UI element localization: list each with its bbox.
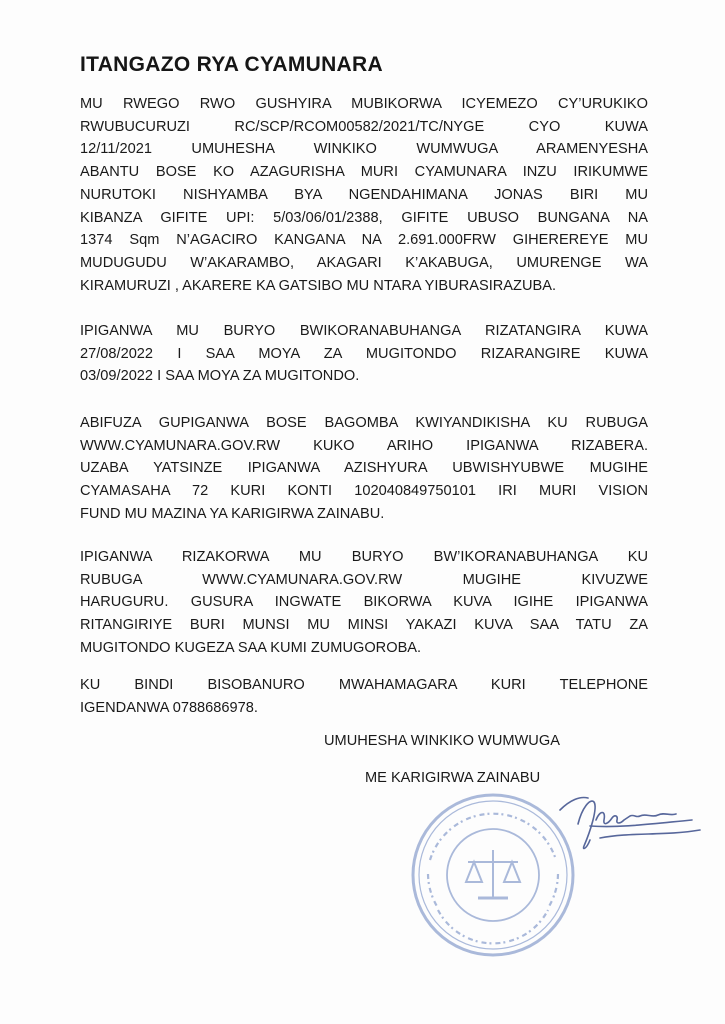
paragraph-line: 27/08/2022 I SAA MOYA ZA MUGITONDO RIZARANGIRE KUWA — [80, 345, 648, 362]
paragraph-line: ABANTU BOSE KO AZAGURISHA MURI CYAMUNARA INZU IRIKUMWE — [80, 164, 648, 181]
paragraph-line: HARUGURU. GUSURA INGWATE BIKORWA KUVA IGIHE IPIGANWA — [80, 594, 648, 611]
paragraph-line: RITANGIRIYE BURI MUNSI MU MINSI YAKAZI KUVA SAA TATU ZA — [80, 617, 648, 634]
paragraph-auction-notice — [80, 93, 648, 297]
paragraph-line: KU BINDI BISOBANURO MWAHAMAGARA KURI TELEPHONE — [80, 677, 648, 693]
paragraph-line: ABIFUZA GUPIGANWA BOSE BAGOMBA KWIYANDIKISHA KU RUBUGA — [80, 415, 648, 431]
paragraph-line: RUBUGA WWW.CYAMUNARA.GOV.RW MUGIHE KIVUZWE — [80, 571, 648, 588]
paragraph-contact — [80, 674, 648, 719]
paragraph-line: RWUBUCURUZI RC/SCP/RCOM00582/2021/TC/NYGE CYO KUWA — [80, 118, 648, 135]
paragraph-line: MUGITONDO KUGEZA SAA KUMI ZUMUGOROBA. — [80, 639, 422, 656]
paragraph-line: 1374 Sqm N’AGACIRO KANGANA NA 2.691.000FRW GIHEREREYE MU — [80, 232, 648, 249]
paragraph-registration — [80, 412, 648, 526]
paragraph-line: IPIGANWA RIZAKORWA MU BURYO BW’IKORANABUHANGA KU — [80, 549, 648, 565]
paragraph-line: UZABA YATSINZE IPIGANWA AZISHYURA UBWISHYUBWE MUGIHE — [80, 460, 648, 477]
paragraph-line: WWW.CYAMUNARA.GOV.RW KUKO ARIHO IPIGANWA RIZABERA. — [80, 437, 648, 454]
paragraph-line: FUND MU MAZINA YA KARIGIRWA ZAINABU. — [80, 505, 385, 522]
paragraph-line: CYAMASAHA 72 KURI KONTI 102040849750101 IRI MURI VISION — [80, 483, 648, 500]
paragraph-line: MU RWEGO RWO GUSHYIRA MUBIKORWA ICYEMEZO CY’URUKIKO — [80, 96, 648, 112]
paragraph-line: MUDUGUDU W’AKARAMBO, AKAGARI K’AKABUGA, UMURENGE WA — [80, 254, 648, 271]
paragraph-online-bidding — [80, 546, 648, 660]
paragraph-line: IPIGANWA MU BURYO BWIKORANABUHANGA RIZATANGIRA KUWA — [80, 323, 648, 339]
signatory-name: ME KARIGIRWA ZAINABU — [365, 770, 541, 786]
paragraph-line: 03/09/2022 I SAA MOYA ZA MUGITONDO. — [80, 368, 360, 385]
paragraph-line: IGENDANWA 0788686978. — [80, 699, 258, 716]
handwritten-signature — [520, 780, 710, 880]
document-title: ITANGAZO RYA CYAMUNARA — [80, 53, 383, 76]
paragraph-line: KIBANZA GIFITE UPI: 5/03/06/01/2388, GIFITE UBUSO BUNGANA NA — [80, 209, 648, 226]
signatory-role: UMUHESHA WINKIKO WUMWUGA — [324, 733, 560, 749]
paragraph-line: KIRAMURUZI , AKARERE KA GATSIBO MU NTARA YIBURASIRAZUBA. — [80, 277, 557, 294]
paragraph-bidding-dates — [80, 320, 648, 388]
paragraph-line: 12/11/2021 UMUHESHA WINKIKO WUMWUGA ARAMENYESHA — [80, 141, 648, 158]
paragraph-line: NURUTOKI NISHYAMBA BYA NGENDAHIMANA JONAS BIRI MU — [80, 186, 648, 203]
